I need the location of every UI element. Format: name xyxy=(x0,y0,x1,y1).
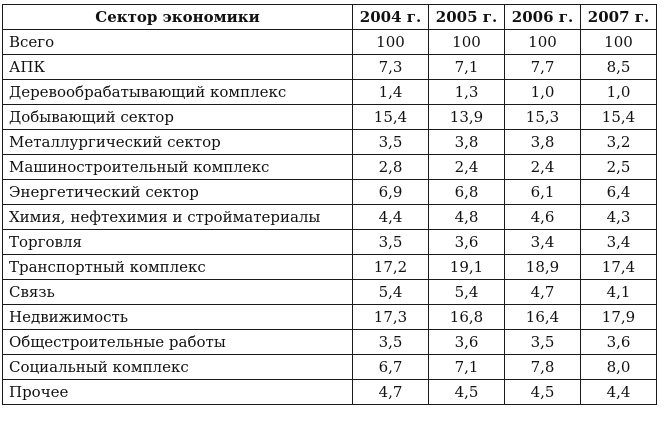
cell-sector-name: Всего xyxy=(3,30,353,55)
cell-sector-name: Прочее xyxy=(3,380,353,405)
cell-value-2005: 16,8 xyxy=(429,305,505,330)
sector-share-table xyxy=(2,4,657,405)
cell-value-2005: 1,3 xyxy=(429,80,505,105)
column-header-2005: 2005 г. xyxy=(429,5,505,30)
table-container xyxy=(2,4,657,405)
table-row xyxy=(3,255,657,280)
cell-value-2006: 100 xyxy=(505,30,581,55)
cell-value-2005: 100 xyxy=(429,30,505,55)
table-row xyxy=(3,205,657,230)
cell-sector-name: Машиностроительный комплекс xyxy=(3,155,353,180)
cell-sector-name: Металлургический сектор xyxy=(3,130,353,155)
cell-value-2007: 17,9 xyxy=(581,305,657,330)
cell-value-2006: 3,4 xyxy=(505,230,581,255)
cell-value-2005: 3,6 xyxy=(429,230,505,255)
cell-value-2006: 4,7 xyxy=(505,280,581,305)
table-row xyxy=(3,180,657,205)
cell-value-2007: 17,4 xyxy=(581,255,657,280)
cell-sector-name: Недвижимость xyxy=(3,305,353,330)
cell-value-2007: 4,3 xyxy=(581,205,657,230)
cell-value-2006: 7,7 xyxy=(505,55,581,80)
column-header-sector: Сектор экономики xyxy=(3,5,353,30)
cell-value-2007: 100 xyxy=(581,30,657,55)
cell-value-2005: 4,5 xyxy=(429,380,505,405)
cell-value-2005: 4,8 xyxy=(429,205,505,230)
cell-value-2007: 8,0 xyxy=(581,355,657,380)
column-header-2004: 2004 г. xyxy=(353,5,429,30)
cell-value-2005: 19,1 xyxy=(429,255,505,280)
cell-value-2004: 4,7 xyxy=(353,380,429,405)
table-row xyxy=(3,305,657,330)
table-row xyxy=(3,55,657,80)
cell-value-2006: 3,5 xyxy=(505,330,581,355)
cell-sector-name: Химия, нефтехимия и стройматериалы xyxy=(3,205,353,230)
table-row xyxy=(3,355,657,380)
cell-sector-name: Связь xyxy=(3,280,353,305)
cell-value-2006: 18,9 xyxy=(505,255,581,280)
table-row xyxy=(3,155,657,180)
column-header-2007: 2007 г. xyxy=(581,5,657,30)
cell-value-2004: 3,5 xyxy=(353,130,429,155)
header-row xyxy=(3,5,657,30)
table-row xyxy=(3,130,657,155)
cell-value-2005: 3,8 xyxy=(429,130,505,155)
cell-value-2006: 3,8 xyxy=(505,130,581,155)
cell-value-2006: 16,4 xyxy=(505,305,581,330)
cell-sector-name: Добывающий сектор xyxy=(3,105,353,130)
cell-value-2006: 4,6 xyxy=(505,205,581,230)
cell-value-2005: 7,1 xyxy=(429,55,505,80)
table-header xyxy=(3,5,657,30)
cell-value-2007: 2,5 xyxy=(581,155,657,180)
table-row xyxy=(3,80,657,105)
cell-value-2004: 2,8 xyxy=(353,155,429,180)
cell-sector-name: Общестроительные работы xyxy=(3,330,353,355)
cell-value-2004: 7,3 xyxy=(353,55,429,80)
cell-sector-name: Торговля xyxy=(3,230,353,255)
table-row xyxy=(3,30,657,55)
cell-value-2006: 1,0 xyxy=(505,80,581,105)
table-row xyxy=(3,230,657,255)
cell-value-2007: 4,4 xyxy=(581,380,657,405)
cell-value-2005: 5,4 xyxy=(429,280,505,305)
cell-sector-name: Энергетический сектор xyxy=(3,180,353,205)
table-body xyxy=(3,30,657,405)
cell-value-2004: 3,5 xyxy=(353,230,429,255)
cell-sector-name: Транспортный комплекс xyxy=(3,255,353,280)
cell-value-2007: 3,6 xyxy=(581,330,657,355)
cell-value-2005: 13,9 xyxy=(429,105,505,130)
table-row xyxy=(3,280,657,305)
cell-value-2007: 6,4 xyxy=(581,180,657,205)
cell-value-2007: 15,4 xyxy=(581,105,657,130)
cell-value-2006: 6,1 xyxy=(505,180,581,205)
cell-value-2007: 3,2 xyxy=(581,130,657,155)
cell-value-2005: 3,6 xyxy=(429,330,505,355)
cell-value-2005: 6,8 xyxy=(429,180,505,205)
table-row xyxy=(3,380,657,405)
cell-value-2004: 15,4 xyxy=(353,105,429,130)
cell-sector-name: АПК xyxy=(3,55,353,80)
cell-value-2004: 4,4 xyxy=(353,205,429,230)
table-row xyxy=(3,330,657,355)
cell-value-2007: 1,0 xyxy=(581,80,657,105)
cell-value-2006: 7,8 xyxy=(505,355,581,380)
cell-value-2004: 100 xyxy=(353,30,429,55)
column-header-2006: 2006 г. xyxy=(505,5,581,30)
cell-sector-name: Социальный комплекс xyxy=(3,355,353,380)
cell-value-2006: 4,5 xyxy=(505,380,581,405)
cell-value-2005: 2,4 xyxy=(429,155,505,180)
cell-value-2007: 8,5 xyxy=(581,55,657,80)
cell-value-2004: 17,3 xyxy=(353,305,429,330)
cell-value-2007: 3,4 xyxy=(581,230,657,255)
cell-value-2006: 15,3 xyxy=(505,105,581,130)
cell-value-2004: 17,2 xyxy=(353,255,429,280)
cell-value-2006: 2,4 xyxy=(505,155,581,180)
cell-value-2004: 6,7 xyxy=(353,355,429,380)
cell-value-2004: 5,4 xyxy=(353,280,429,305)
table-row xyxy=(3,105,657,130)
cell-value-2004: 3,5 xyxy=(353,330,429,355)
cell-value-2004: 6,9 xyxy=(353,180,429,205)
cell-value-2007: 4,1 xyxy=(581,280,657,305)
cell-value-2005: 7,1 xyxy=(429,355,505,380)
cell-sector-name: Деревообрабатывающий комплекс xyxy=(3,80,353,105)
cell-value-2004: 1,4 xyxy=(353,80,429,105)
